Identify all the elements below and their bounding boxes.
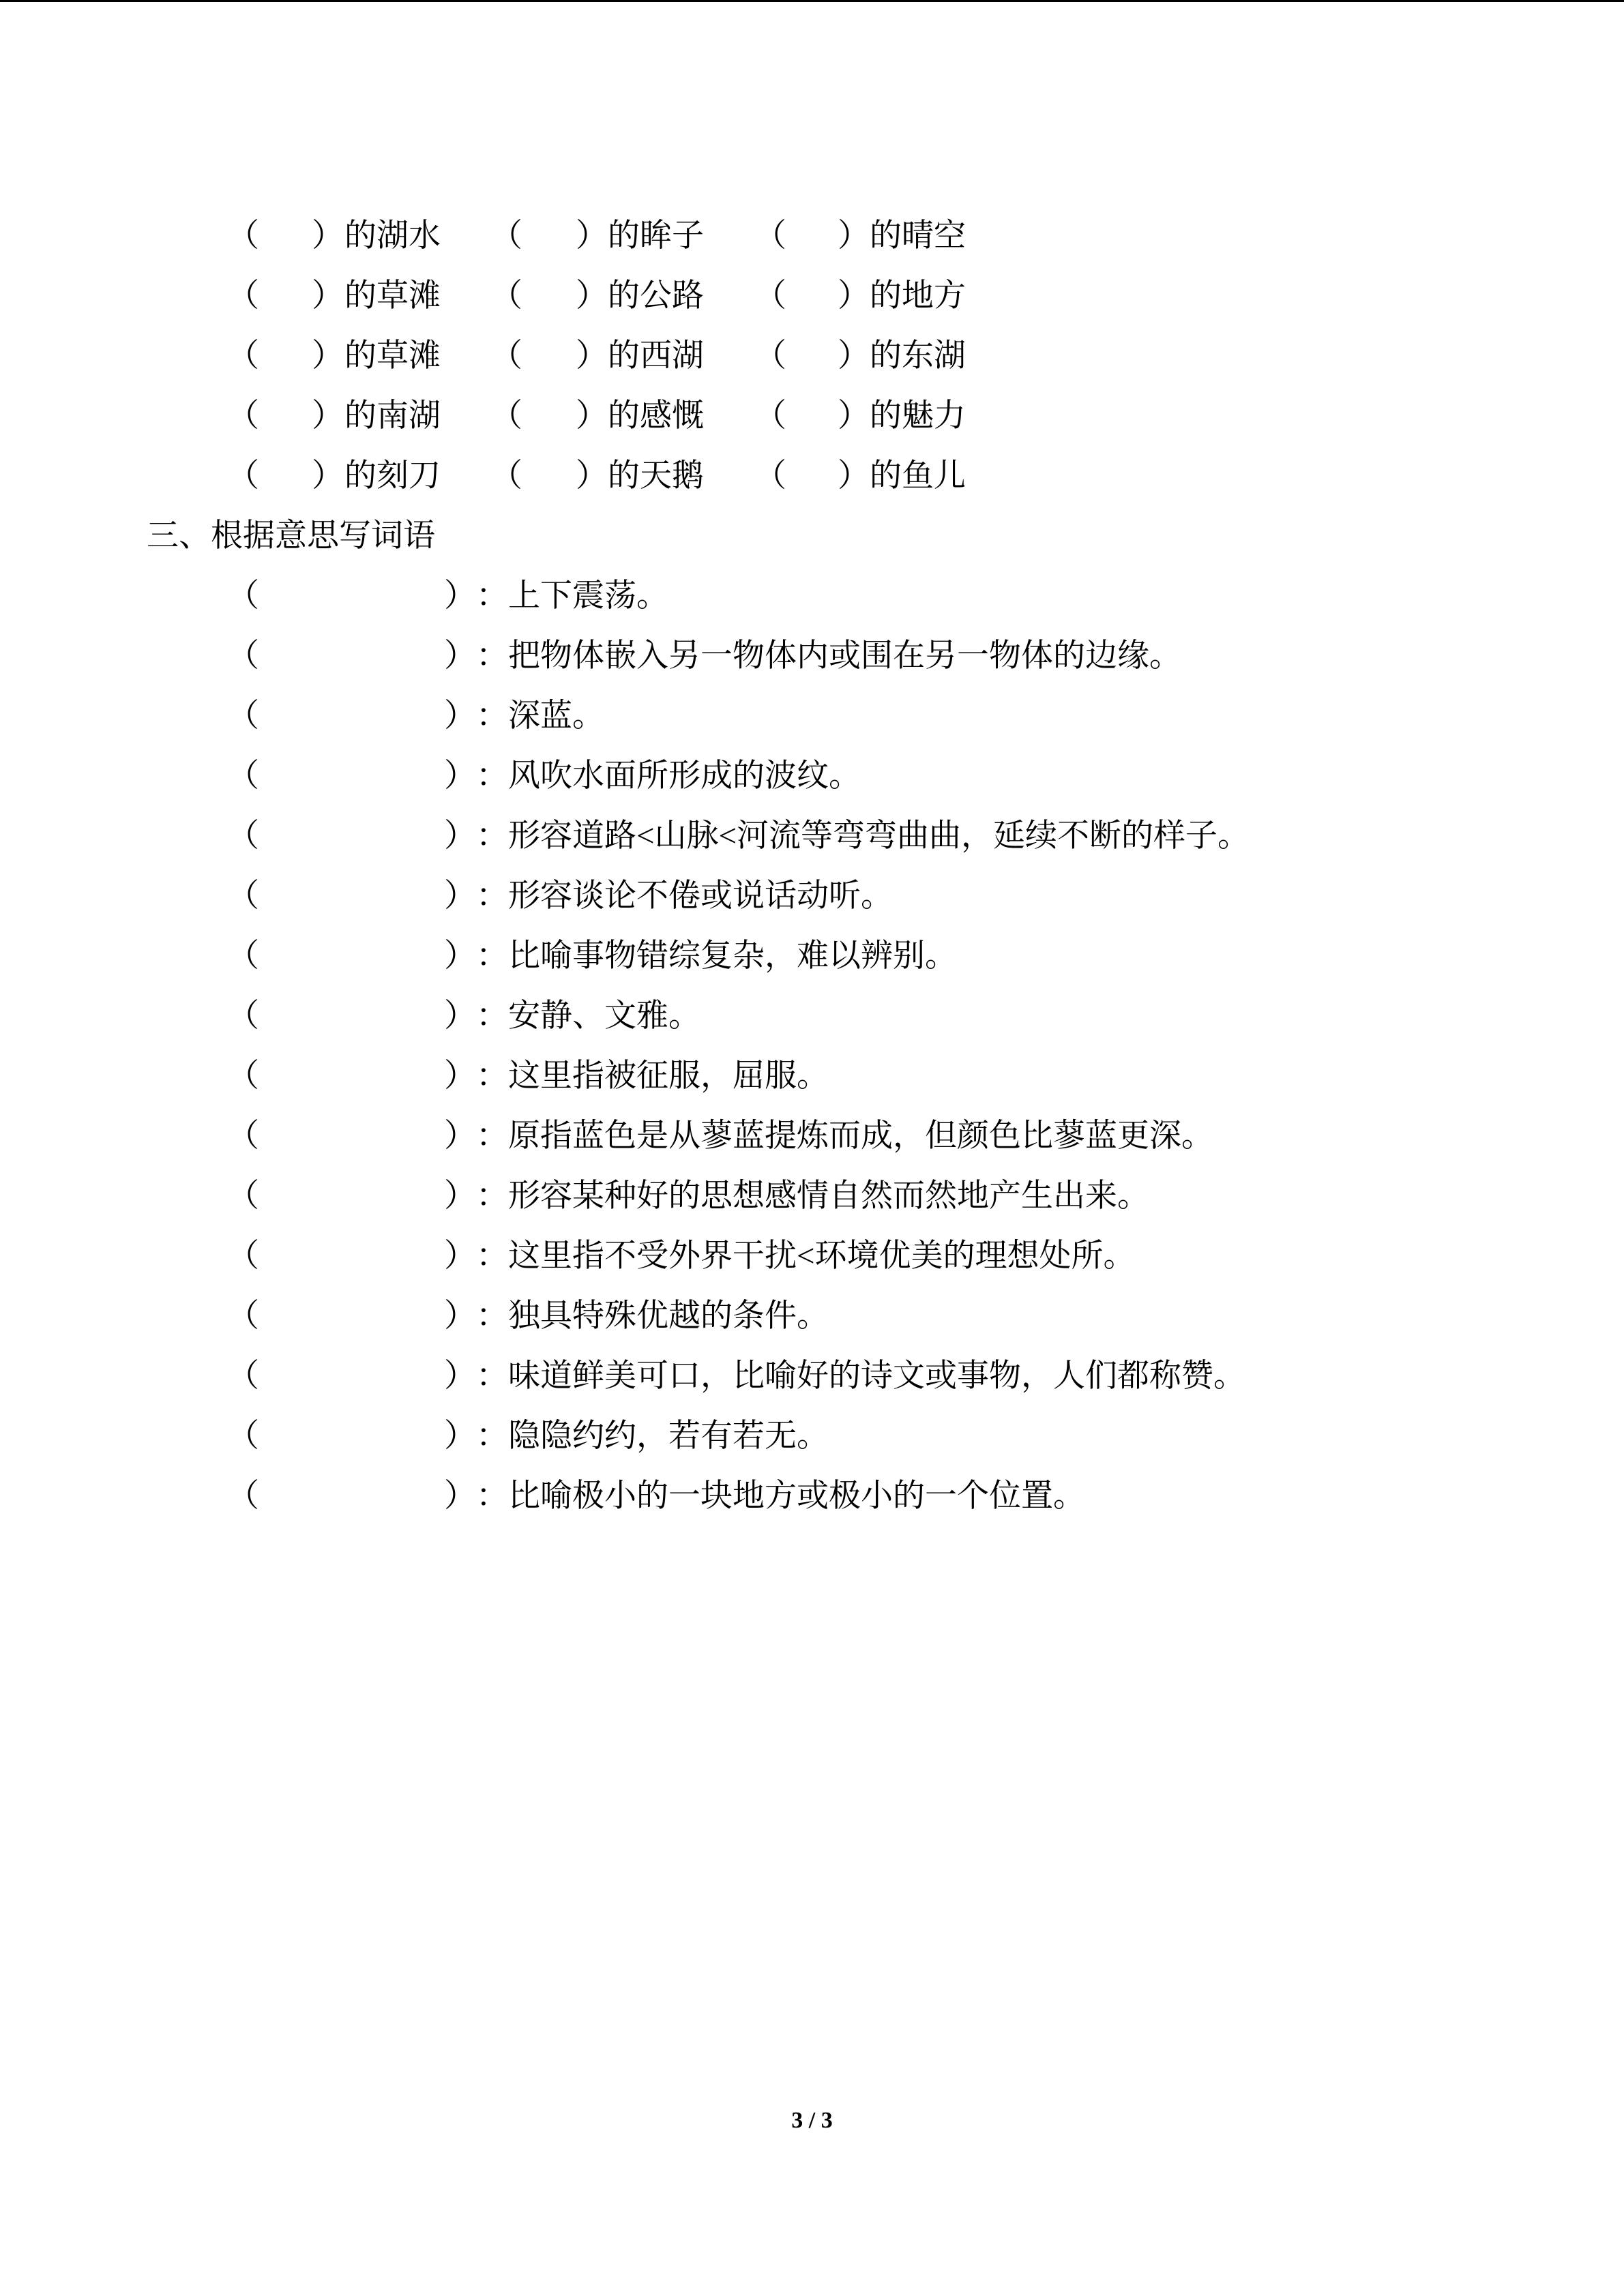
answer-blank-open-paren: （ [227,1358,259,1394]
definition-row [0,1166,1624,1226]
colon: ： [476,1418,508,1454]
definition-row [0,1226,1624,1286]
definition-row [0,986,1624,1046]
definition-text: 风吹水面所形成的波纹。 [508,758,861,794]
phrase-text: 的感慨 [608,398,704,434]
blank-close-paren: ） [312,398,344,434]
answer-blank-open-paren: （ [227,758,259,794]
blank-close-paren: ） [838,338,870,374]
definition-row [0,866,1624,926]
answer-blank-open-paren: （ [227,1178,259,1214]
answer-blank-open-paren: （ [227,1478,259,1514]
answer-blank-close-paren: ） [444,998,476,1034]
colon: ： [476,998,508,1034]
blank-close-paren: ） [312,278,344,314]
answer-blank-open-paren: （ [227,1118,259,1154]
blank-close-paren: ） [576,278,608,314]
blank-open-paren: （ [754,338,786,374]
blank-open-paren: （ [754,278,786,314]
answer-blank-close-paren: ） [444,818,476,854]
blank-open-paren: （ [227,398,259,434]
answer-blank-open-paren: （ [227,818,259,854]
answer-blank-close-paren: ） [444,1238,476,1274]
phrase-row [0,266,1624,326]
phrase-text: 的草滩 [344,278,441,314]
blank-close-paren: ） [838,218,870,254]
blank-close-paren: ） [838,458,870,494]
colon: ： [476,638,508,674]
blank-open-paren: （ [227,458,259,494]
answer-blank-close-paren: ） [444,1358,476,1394]
colon: ： [476,758,508,794]
definition-row [0,566,1624,626]
answer-blank-close-paren: ） [444,1118,476,1154]
answer-blank-close-paren: ） [444,1058,476,1094]
definition-row [0,1106,1624,1166]
blank-open-paren: （ [490,458,522,494]
answer-blank-close-paren: ） [444,1298,476,1334]
definition-text: 比喻事物错综复杂，难以辨别。 [508,938,957,974]
phrase-row [0,326,1624,386]
colon: ： [476,1238,508,1274]
phrase-text: 的地方 [870,278,966,314]
colon: ： [476,1178,508,1214]
blank-close-paren: ） [838,278,870,314]
blank-open-paren: （ [490,338,522,374]
definition-text: 安静、文雅。 [508,998,700,1034]
definition-text: 隐隐约约，若有若无。 [508,1418,829,1454]
answer-blank-close-paren: ） [444,758,476,794]
answer-blank-close-paren: ） [444,938,476,974]
definition-row [0,1466,1624,1526]
definition-text: 上下震荡。 [508,578,668,614]
phrase-text: 的东湖 [870,338,966,374]
blank-close-paren: ） [312,458,344,494]
definition-text: 把物体嵌入另一物体内或围在另一物体的边缘。 [508,638,1181,674]
colon: ： [476,1058,508,1094]
phrase-text: 的魅力 [870,398,966,434]
definition-row [0,746,1624,806]
blank-open-paren: （ [490,398,522,434]
definition-row [0,686,1624,746]
definition-text: 味道鲜美可口，比喻好的诗文或事物，人们都称赞。 [508,1358,1245,1394]
definition-row [0,1406,1624,1466]
blank-open-paren: （ [490,218,522,254]
phrase-row [0,386,1624,446]
colon: ： [476,878,508,914]
blank-close-paren: ） [576,398,608,434]
section-heading: 三、根据意思写词语 [147,518,435,554]
answer-blank-close-paren: ） [444,698,476,734]
blank-close-paren: ） [312,338,344,374]
colon: ： [476,818,508,854]
page-number: 3 / 3 [791,2108,833,2133]
answer-blank-close-paren: ） [444,1418,476,1454]
definition-text: 这里指被征服，屈服。 [508,1058,829,1094]
colon: ： [476,578,508,614]
answer-blank-open-paren: （ [227,1298,259,1334]
blank-close-paren: ） [838,398,870,434]
answer-blank-open-paren: （ [227,878,259,914]
blank-open-paren: （ [227,278,259,314]
definition-row [0,1046,1624,1106]
answer-blank-open-paren: （ [227,1238,259,1274]
definition-row [0,806,1624,866]
definition-text: 深蓝。 [508,698,604,734]
definition-row [0,626,1624,686]
answer-blank-open-paren: （ [227,638,259,674]
definition-text: 形容某种好的思想感情自然而然地产生出来。 [508,1178,1149,1214]
definition-text: 原指蓝色是从蓼蓝提炼而成，但颜色比蓼蓝更深。 [508,1118,1213,1154]
colon: ： [476,1358,508,1394]
answer-blank-open-paren: （ [227,1418,259,1454]
definition-text: 形容谈论不倦或说话动听。 [508,878,893,914]
phrase-text: 的西湖 [608,338,704,374]
blank-open-paren: （ [754,218,786,254]
definition-text: 这里指不受外界干扰<环境优美的理想处所。 [508,1238,1136,1274]
definition-row [0,1346,1624,1406]
definition-text: 形容道路<山脉<河流等弯弯曲曲，延续不断的样子。 [508,818,1250,854]
blank-open-paren: （ [227,338,259,374]
answer-blank-open-paren: （ [227,998,259,1034]
phrase-text: 的刻刀 [344,458,441,494]
colon: ： [476,1298,508,1334]
answer-blank-close-paren: ） [444,638,476,674]
answer-blank-open-paren: （ [227,698,259,734]
colon: ： [476,698,508,734]
phrase-row [0,206,1624,266]
colon: ： [476,1118,508,1154]
answer-blank-open-paren: （ [227,578,259,614]
blank-close-paren: ） [576,458,608,494]
phrase-text: 的草滩 [344,338,441,374]
blank-open-paren: （ [754,458,786,494]
definition-text: 独具特殊优越的条件。 [508,1298,829,1334]
phrase-text: 的鱼儿 [870,458,966,494]
colon: ： [476,938,508,974]
definition-text: 比喻极小的一块地方或极小的一个位置。 [508,1478,1085,1514]
answer-blank-close-paren: ） [444,1178,476,1214]
blank-open-paren: （ [490,278,522,314]
phrase-text: 的眸子 [608,218,704,254]
phrase-text: 的晴空 [870,218,966,254]
blank-open-paren: （ [754,398,786,434]
phrase-text: 的南湖 [344,398,441,434]
blank-close-paren: ） [576,218,608,254]
answer-blank-close-paren: ） [444,1478,476,1514]
colon: ： [476,1478,508,1514]
section-heading-row [0,506,1624,566]
phrase-text: 的公路 [608,278,704,314]
answer-blank-close-paren: ） [444,878,476,914]
answer-blank-close-paren: ） [444,578,476,614]
phrase-row [0,446,1624,506]
definition-row [0,926,1624,986]
definition-row [0,1286,1624,1346]
blank-close-paren: ） [312,218,344,254]
blank-open-paren: （ [227,218,259,254]
answer-blank-open-paren: （ [227,1058,259,1094]
answer-blank-open-paren: （ [227,938,259,974]
phrase-text: 的湖水 [344,218,441,254]
phrase-text: 的天鹅 [608,458,704,494]
blank-close-paren: ） [576,338,608,374]
